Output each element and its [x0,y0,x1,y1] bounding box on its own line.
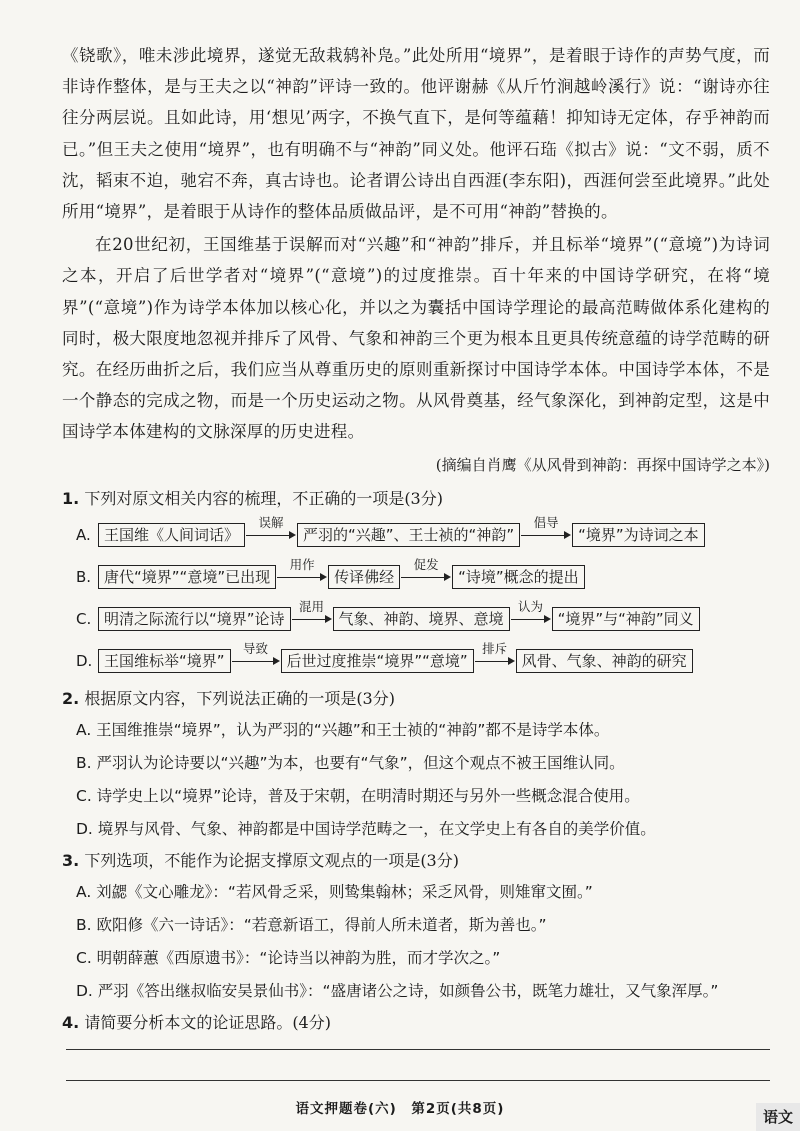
option-letter: D. [76,651,93,670]
flow-arrow-icon [521,514,571,545]
q1-option-d[interactable] [76,640,770,682]
arrow-label: 排斥 [482,640,508,656]
question-stem: 下列选项，不能作为论据支撑原文观点的一项是(3分) [84,850,459,870]
question-number: 3. [62,850,80,870]
flow-box: 唐代“境界”“意境”已出现 [98,565,276,589]
exam-page [62,40,770,1038]
question-stem: 根据原文内容，下列说法正确的一项是(3分) [84,688,395,708]
flow-box: 传译佛经 [328,565,400,589]
arrow-label: 混用 [299,598,325,614]
flow-box: “诗境”概念的提出 [452,565,585,589]
flow-arrow-icon [475,640,515,671]
passage-paragraph-1: 《铙歌》，唯未涉此境界，遂觉无敌栽鸫补凫。”此处所用“境界”，是着眼于诗作的声势气度，而非诗作整体，是与王夫之以“神韵”评诗一致的。他评谢赫《从斤竹涧越岭溪行》说：“谢诗亦往往分两层说。且如此诗，用‘想见’两字，不换气直下，是何等蕴藉！抑知诗无定体，存乎神韵而已。”但王夫之使用“境界”，也有明确不与“神韵”同义处。他评石珤《拟古》说：“文不弱，质不沈，韬束不迫，驰宕不奔，真古诗也。论者谓公诗出自西涯(李东阳)，西涯何尝至此境界。”此处所用“境界”，是着眼于从诗作的整体品质做品评，是不可用“神韵”替换的。 [62,46,770,222]
question-4 [62,1008,770,1038]
q2-option-d[interactable]: D. 境界与风骨、气象、神韵都是中国诗学范畴之一，在文学史上有各自的美学价值。 [76,819,656,838]
q1-option-c[interactable] [76,598,770,640]
arrow-label: 促发 [413,556,439,572]
arrow-label: 用作 [289,556,315,572]
arrow-label: 倡导 [533,514,559,530]
flow-arrow-icon [511,598,551,629]
q2-option-c[interactable]: C. 诗学史上以“境界”论诗，普及于宋朝，在明清时期还与另外一些概念混合使用。 [76,786,640,805]
q3-option-c[interactable]: C. 明朝薛蕙《西原遗书》：“论诗当以神韵为胜，而才学次之。” [76,948,501,967]
flow-box: 明清之际流行以“境界”论诗 [98,607,291,631]
flow-box: “境界”为诗词之本 [572,523,705,547]
question-stem: 下列对原文相关内容的梳理，不正确的一项是(3分) [84,488,443,508]
q3-option-b[interactable]: B. 欧阳修《六一诗话》：“若意新语工，得前人所未道者，斯为善也。” [76,915,547,934]
q2-option-a[interactable]: A. 王国维推崇“境界”，认为严羽的“兴趣”和王士祯的“神韵”都不是诗学本体。 [76,720,610,739]
flow-arrow-icon [401,556,451,587]
arrow-label: 误解 [258,514,284,530]
arrow-label: 导致 [243,640,269,656]
q3-option-a[interactable]: A. 刘勰《文心雕龙》：“若风骨乏采，则鸷集翰林；采乏风骨，则雉窜文囿。” [76,882,593,901]
arrow-label: 认为 [518,598,544,614]
flow-box: 王国维标举“境界” [98,649,231,673]
option-letter: B. [76,567,92,586]
flow-arrow-icon [232,640,280,671]
page-footer: 语文押题卷(六) 第2页(共8页) [295,1101,505,1117]
flow-arrow-icon [292,598,332,629]
flow-box: 气象、神韵、境界、意境 [333,607,510,631]
q3-option-d[interactable]: D. 严羽《答出继叔临安吴景仙书》：“盛唐诸公之诗，如颜鲁公书，既笔力雄壮，又气象浑厚。” [76,981,719,1000]
passage-source: (摘编自肖鹰《从风骨到神韵：再探中国诗学之本》) [435,455,770,474]
question-number: 4. [62,1012,80,1032]
question-stem: 请简要分析本文的论证思路。(4分) [84,1012,331,1032]
option-letter: C. [76,609,92,628]
subject-tab: 语文 [756,1103,800,1131]
option-letter: A. [76,525,91,544]
flow-box: 后世过度推崇“境界”“意境” [281,649,474,673]
flow-arrow-icon [246,514,296,545]
q1-option-a[interactable] [76,514,770,556]
q2-option-b[interactable]: B. 严羽认为论诗要以“兴趣”为本，也要有“气象”，但这个观点不被王国维认同。 [76,753,625,772]
question-2 [62,684,770,714]
flow-box: 王国维《人间词话》 [98,523,245,547]
answer-line[interactable] [66,1049,770,1050]
q1-option-b[interactable] [76,556,770,598]
flow-box: “境界”与“神韵”同义 [552,607,700,631]
flow-box: 风骨、气象、神韵的研究 [516,649,693,673]
answer-line[interactable] [66,1080,770,1081]
passage-paragraph-2: 在20世纪初，王国维基于误解而对“兴趣”和“神韵”排斥，并且标举“境界”(“意境”)为诗词之本，开启了后世学者对“境界”(“意境”)的过度推崇。百十年来的中国诗学研究，在将“境界”(“意境”)作为诗学本体加以核心化，并以之为囊括中国诗学理论的最高范畴做体系化建构的同时，极大限度地忽视并排斥了风骨、气象和神韵三个更为根本且更具传统意蕴的诗学范畴的研究。在经历曲折之后，我们应当从尊重历史的原则重新探讨中国诗学本体。中国诗学本体，不是一个静态的完成之物，而是一个历史运动之物。从风骨奠基，经气象深化，到神韵定型，这是中国诗学本体建构的文脉深厚的历史进程。 [62,235,770,442]
flow-arrow-icon [277,556,327,587]
question-number: 1. [62,488,80,508]
question-number: 2. [62,688,80,708]
question-3 [62,846,770,876]
question-1 [62,484,770,514]
flow-box: 严羽的“兴趣”、王士祯的“神韵” [297,523,520,547]
